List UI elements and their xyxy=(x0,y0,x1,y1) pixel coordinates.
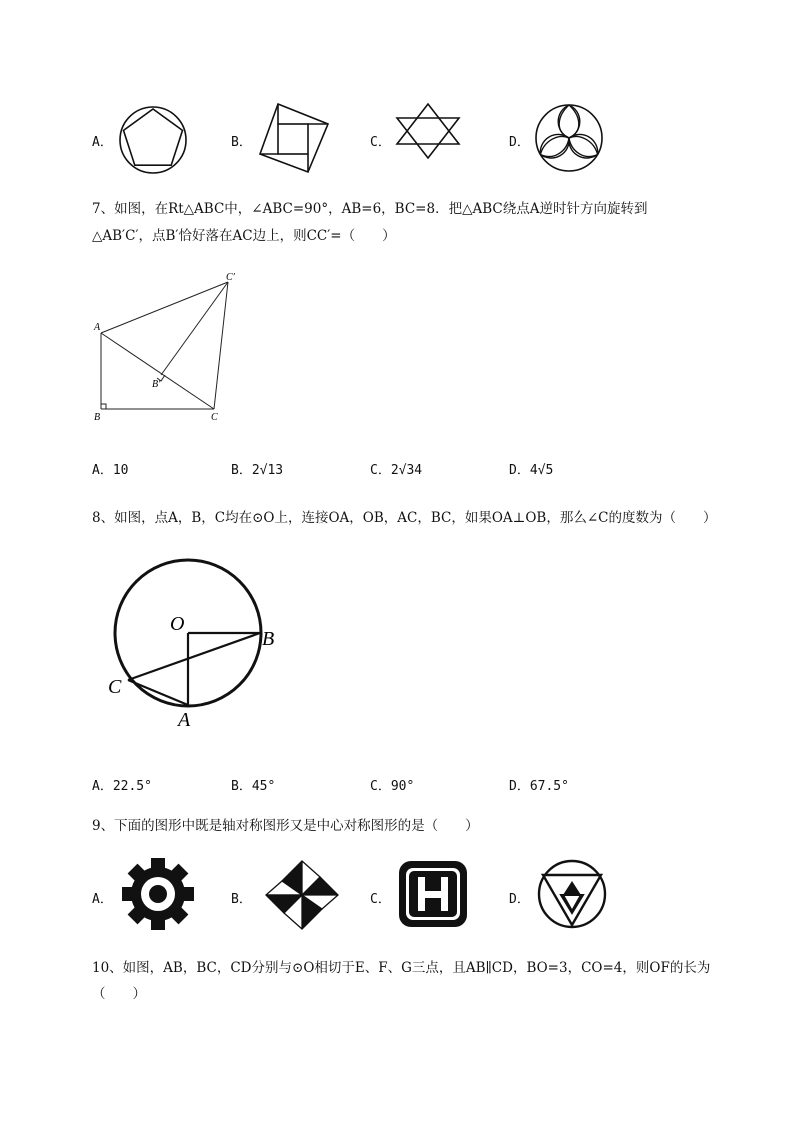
q7-option-c: C．2√34 xyxy=(370,463,423,478)
q9-option-d-label: D． xyxy=(509,892,530,907)
q9-option-a-label: A． xyxy=(92,892,113,907)
pinwheel-icon xyxy=(262,858,342,932)
q6-option-d-label: D． xyxy=(509,135,530,150)
q7-option-b: B．2√13 xyxy=(231,463,284,478)
hexagram-icon xyxy=(395,103,461,159)
q8-option-c: C．90° xyxy=(370,779,415,794)
q8-label-c: C xyxy=(108,676,122,698)
q8-stem-line1: 8、如图，点A，B，C均在⊙O上，连接OA，OB，AC，BC，如果OA⊥OB，那么∠C的度数为（ ） xyxy=(92,510,717,526)
q9-stem-line1: 9、下面的图形中既是轴对称图形又是中心对称图形的是（ ） xyxy=(92,818,479,834)
circle-pentagon-icon xyxy=(118,105,188,175)
q7-option-a: A．10 xyxy=(92,463,129,478)
q7-option-d: D．4√5 xyxy=(509,463,554,478)
q7-label-a: A xyxy=(94,322,101,333)
q7-stem-line2: △AB′C′，点B′恰好落在AC边上，则CC′=（ ） xyxy=(92,228,396,244)
q8-label-a: A xyxy=(178,709,191,731)
q8-label-b: B xyxy=(262,628,275,650)
q9-option-b-label: B． xyxy=(231,892,252,907)
q7-stem-line1: 7、如图，在Rt△ABC中，∠ABC=90°，AB=6，BC=8．把△ABC绕点A逆时针方向旋转到 xyxy=(92,201,648,217)
q7-label-c: C xyxy=(211,412,218,423)
q7-label-b-prime: B′ xyxy=(152,379,161,390)
q9-option-c-label: C． xyxy=(370,892,391,907)
circle-triangles-icon xyxy=(537,859,607,929)
q8-label-o: O xyxy=(170,613,185,635)
honda-logo-icon xyxy=(398,860,468,928)
q7-triangle-figure xyxy=(90,270,250,430)
q7-label-b: B xyxy=(94,412,101,423)
q10-stem-line1: 10、如图，AB，BC，CD分别与⊙O相切于E、F、G三点，且AB∥CD，BO=3，CO=4，则OF的长为 xyxy=(92,960,711,976)
circle-three-petals-icon xyxy=(534,103,604,173)
q8-option-b: B．45° xyxy=(231,779,276,794)
q6-option-c-label: C． xyxy=(370,135,391,150)
q8-option-a: A．22.5° xyxy=(92,779,152,794)
q6-option-a-label: A． xyxy=(92,135,113,150)
q8-circle-figure xyxy=(100,550,300,740)
gear-icon xyxy=(122,858,194,930)
tilted-square-icon xyxy=(258,102,330,174)
q6-option-b-label: B． xyxy=(231,135,252,150)
q7-label-c-prime: C′ xyxy=(226,272,235,283)
q10-stem-line2: （ ） xyxy=(92,986,146,1002)
q8-option-d: D．67.5° xyxy=(509,779,569,794)
